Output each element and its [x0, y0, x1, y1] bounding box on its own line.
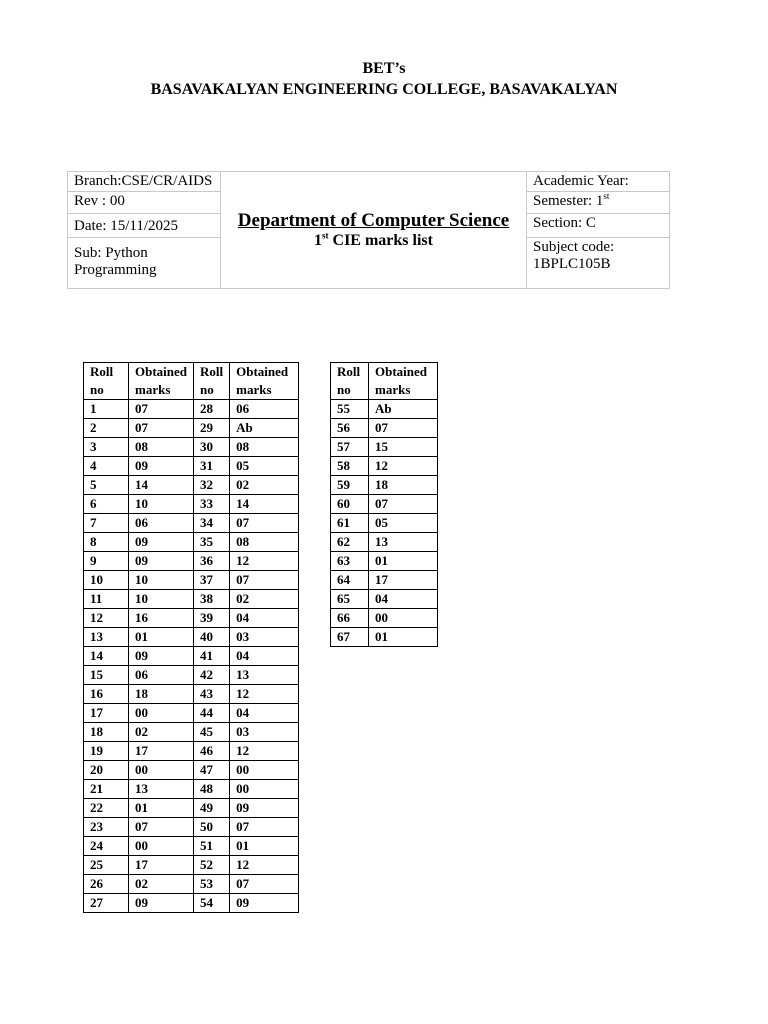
roll-cell: 13: [84, 628, 129, 647]
roll-cell: 6: [84, 495, 129, 514]
table-row: [84, 856, 299, 875]
college-name: BASAVAKALYAN ENGINEERING COLLEGE, BASAVAKALYAN: [150, 81, 618, 98]
table-row: [331, 609, 438, 628]
marks-cell: 04: [230, 647, 299, 666]
roll-cell: 35: [194, 533, 230, 552]
table-row: [84, 761, 299, 780]
marks-cell: 07: [369, 495, 438, 514]
marks-header: Obtained marks: [129, 363, 194, 400]
roll-cell: 59: [331, 476, 369, 495]
roll-cell: 44: [194, 704, 230, 723]
marks-cell: 07: [369, 419, 438, 438]
marks-cell: 05: [369, 514, 438, 533]
table-row: [84, 628, 299, 647]
roll-cell: 33: [194, 495, 230, 514]
marks-cell: 15: [369, 438, 438, 457]
table-row: [331, 552, 438, 571]
roll-header: Roll no: [84, 363, 129, 400]
roll-cell: 30: [194, 438, 230, 457]
roll-cell: 43: [194, 685, 230, 704]
marks-cell: 07: [230, 818, 299, 837]
roll-cell: 58: [331, 457, 369, 476]
roll-cell: 17: [84, 704, 129, 723]
semester-cell: Semester: 1st: [527, 192, 670, 214]
table-row: [84, 419, 299, 438]
table-row: [84, 552, 299, 571]
roll-cell: 51: [194, 837, 230, 856]
marks-cell: 05: [230, 457, 299, 476]
table-row: [84, 704, 299, 723]
marks-cell: 04: [369, 590, 438, 609]
marks-cell: 08: [230, 533, 299, 552]
table-row: [84, 799, 299, 818]
roll-cell: 61: [331, 514, 369, 533]
marks-cell: 09: [129, 552, 194, 571]
roll-cell: 49: [194, 799, 230, 818]
table-row: [84, 571, 299, 590]
marks-cell: 09: [129, 533, 194, 552]
marks-cell: 18: [369, 476, 438, 495]
marks-cell: 16: [129, 609, 194, 628]
roll-cell: 12: [84, 609, 129, 628]
table-row: [84, 533, 299, 552]
marks-cell: 02: [230, 590, 299, 609]
roll-cell: 63: [331, 552, 369, 571]
marks-cell: 03: [230, 628, 299, 647]
table-row: [84, 780, 299, 799]
marks-cell: 07: [129, 818, 194, 837]
marks-cell: 09: [129, 894, 194, 913]
academic-year-cell: Academic Year:: [527, 172, 670, 192]
marks-cell: 00: [129, 837, 194, 856]
roll-cell: 18: [84, 723, 129, 742]
roll-cell: 27: [84, 894, 129, 913]
marks-cell: 12: [230, 552, 299, 571]
roll-cell: 55: [331, 400, 369, 419]
marks-cell: 06: [129, 666, 194, 685]
roll-cell: 46: [194, 742, 230, 761]
roll-cell: 36: [194, 552, 230, 571]
marks-header: Obtained marks: [230, 363, 299, 400]
roll-cell: 38: [194, 590, 230, 609]
table-row: [84, 590, 299, 609]
table-row: [84, 723, 299, 742]
subject-code-cell: Subject code: 1BPLC105B: [527, 238, 670, 289]
table-row: [84, 742, 299, 761]
roll-cell: 54: [194, 894, 230, 913]
roll-cell: 2: [84, 419, 129, 438]
marks-cell: 13: [369, 533, 438, 552]
roll-cell: 56: [331, 419, 369, 438]
table-row: [331, 571, 438, 590]
roll-cell: 14: [84, 647, 129, 666]
marks-cell: 02: [129, 875, 194, 894]
marks-cell: 09: [129, 647, 194, 666]
table-row: [84, 476, 299, 495]
roll-cell: 31: [194, 457, 230, 476]
marks-cell: 07: [129, 419, 194, 438]
marks-cell: 00: [369, 609, 438, 628]
marks-cell: 14: [230, 495, 299, 514]
marks-cell: 10: [129, 495, 194, 514]
roll-header: Roll no: [194, 363, 230, 400]
roll-cell: 67: [331, 628, 369, 647]
roll-cell: 3: [84, 438, 129, 457]
subject-cell: Sub: Python Programming: [68, 238, 221, 289]
roll-cell: 65: [331, 590, 369, 609]
roll-cell: 53: [194, 875, 230, 894]
marks-cell: 17: [369, 571, 438, 590]
marks-cell: 09: [129, 457, 194, 476]
table-row: [84, 894, 299, 913]
marks-cell: 06: [129, 514, 194, 533]
marks-cell: 07: [129, 400, 194, 419]
marks-cell: 01: [129, 799, 194, 818]
roll-cell: 21: [84, 780, 129, 799]
table-row: [84, 666, 299, 685]
marks-cell: 12: [230, 685, 299, 704]
marks-cell: 02: [129, 723, 194, 742]
marks-cell: 13: [129, 780, 194, 799]
roll-cell: 5: [84, 476, 129, 495]
table-row: [331, 628, 438, 647]
marks-cell: 01: [369, 552, 438, 571]
roll-cell: 60: [331, 495, 369, 514]
table-row: [331, 400, 438, 419]
table-row: [84, 514, 299, 533]
table-row: [84, 647, 299, 666]
roll-cell: 26: [84, 875, 129, 894]
table-row: [331, 590, 438, 609]
marks-cell: 01: [369, 628, 438, 647]
marks-cell: 02: [230, 476, 299, 495]
roll-cell: 57: [331, 438, 369, 457]
roll-cell: 62: [331, 533, 369, 552]
marks-header: Obtained marks: [369, 363, 438, 400]
roll-cell: 40: [194, 628, 230, 647]
marks-cell: 09: [230, 894, 299, 913]
department-cell: [221, 172, 527, 289]
branch-cell: Branch:CSE/CR/AIDS: [68, 172, 221, 192]
marks-cell: 08: [129, 438, 194, 457]
date-cell: Date: 15/11/2025: [68, 214, 221, 238]
table-row: [331, 438, 438, 457]
marks-cell: 17: [129, 742, 194, 761]
roll-cell: 1: [84, 400, 129, 419]
marks-cell: 00: [230, 780, 299, 799]
marks-cell: Ab: [230, 419, 299, 438]
table-row: [84, 685, 299, 704]
table-row: [84, 400, 299, 419]
roll-cell: 20: [84, 761, 129, 780]
roll-cell: 50: [194, 818, 230, 837]
marks-cell: 07: [230, 571, 299, 590]
department-title: Department of Computer Science: [237, 210, 510, 231]
marks-cell: 10: [129, 571, 194, 590]
marks-cell: 06: [230, 400, 299, 419]
table-row: [331, 495, 438, 514]
table-row: [84, 818, 299, 837]
marks-cell: Ab: [369, 400, 438, 419]
roll-cell: 47: [194, 761, 230, 780]
marks-table-1: [83, 362, 299, 913]
roll-cell: 66: [331, 609, 369, 628]
table-row: [331, 514, 438, 533]
marks-cell: 03: [230, 723, 299, 742]
roll-cell: 25: [84, 856, 129, 875]
marks-table-2: [330, 362, 438, 647]
marks-cell: 12: [230, 742, 299, 761]
roll-cell: 37: [194, 571, 230, 590]
marks-cell: 17: [129, 856, 194, 875]
roll-cell: 42: [194, 666, 230, 685]
table-row: [331, 419, 438, 438]
marks-cell: 18: [129, 685, 194, 704]
table-row: [84, 837, 299, 856]
marks-cell: 00: [230, 761, 299, 780]
roll-cell: 4: [84, 457, 129, 476]
roll-cell: 23: [84, 818, 129, 837]
roll-cell: 45: [194, 723, 230, 742]
cie-title: 1st CIE marks list: [314, 230, 433, 249]
roll-cell: 48: [194, 780, 230, 799]
roll-cell: 32: [194, 476, 230, 495]
marks-cell: 04: [230, 609, 299, 628]
marks-cell: 07: [230, 514, 299, 533]
roll-cell: 64: [331, 571, 369, 590]
table-row: [84, 438, 299, 457]
roll-cell: 41: [194, 647, 230, 666]
marks-cell: 04: [230, 704, 299, 723]
marks-cell: 01: [230, 837, 299, 856]
roll-cell: 24: [84, 837, 129, 856]
roll-cell: 29: [194, 419, 230, 438]
roll-cell: 16: [84, 685, 129, 704]
marks-cell: 09: [230, 799, 299, 818]
roll-cell: 9: [84, 552, 129, 571]
roll-cell: 11: [84, 590, 129, 609]
roll-cell: 8: [84, 533, 129, 552]
marks-cell: 08: [230, 438, 299, 457]
table-row: [331, 457, 438, 476]
table-row: [331, 476, 438, 495]
roll-cell: 7: [84, 514, 129, 533]
table-row: [84, 495, 299, 514]
info-table: [67, 171, 670, 289]
marks-cell: 07: [230, 875, 299, 894]
marks-cell: 14: [129, 476, 194, 495]
marks-cell: 12: [230, 856, 299, 875]
table-row: [84, 609, 299, 628]
roll-cell: 52: [194, 856, 230, 875]
roll-cell: 22: [84, 799, 129, 818]
roll-cell: 19: [84, 742, 129, 761]
table-row: [84, 875, 299, 894]
roll-cell: 39: [194, 609, 230, 628]
roll-cell: 15: [84, 666, 129, 685]
marks-cell: 00: [129, 704, 194, 723]
institution-short-name: BET’s: [362, 60, 406, 77]
marks-cell: 10: [129, 590, 194, 609]
roll-cell: 28: [194, 400, 230, 419]
table-row: [331, 533, 438, 552]
roll-cell: 10: [84, 571, 129, 590]
rev-cell: Rev : 00: [68, 192, 221, 214]
marks-cell: 12: [369, 457, 438, 476]
table-row: [84, 457, 299, 476]
section-cell: Section: C: [527, 214, 670, 238]
roll-cell: 34: [194, 514, 230, 533]
roll-header: Roll no: [331, 363, 369, 400]
marks-cell: 00: [129, 761, 194, 780]
marks-cell: 13: [230, 666, 299, 685]
marks-cell: 01: [129, 628, 194, 647]
